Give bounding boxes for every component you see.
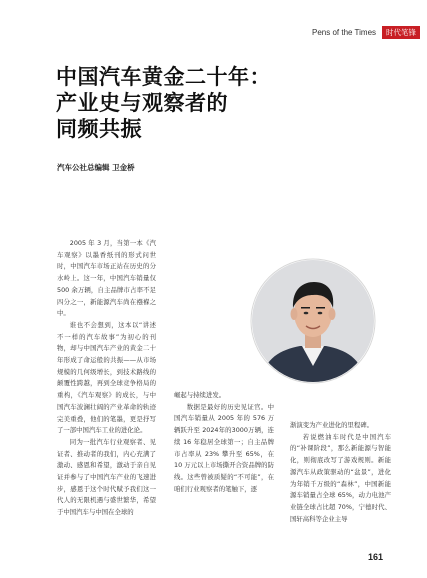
- text-column-right: [290, 420, 391, 525]
- paragraph: 2005 年 3 月，当第一本《汽车观察》以墨香纸刊的形式问世时，中国汽车市场正站在历史的分水岭上。这一年，中国汽车销量仅 500 余万辆，自主品牌市占率不足四分之一，新能源汽车尚在襁褓之中。: [57, 239, 156, 318]
- section-name-en: Pens of the Times: [312, 28, 377, 37]
- section-header: [312, 26, 420, 39]
- paragraph: 渐演变为产业进化的里程碑。: [290, 421, 374, 429]
- author-byline: 汽车公社总编辑 卫金桥: [57, 163, 135, 172]
- author-portrait: [250, 258, 376, 384]
- section-badge: 时代笔锋: [382, 26, 420, 39]
- title-line: 产业史与观察者的: [56, 91, 228, 115]
- paragraph: 崛起与持续进发。: [174, 391, 226, 399]
- paragraph: 同为一批汽车行业观察者、见证者、推动者的我们，内心充满了激动、感恩和希望，激动于亲自见证并参与了中国汽车产业的飞速进步，感恩于这个时代赋予我们这一代人的无限机遇与盛世繁华，希望于中国汽车与中国在全球的: [57, 437, 156, 517]
- page-number: 161: [368, 552, 384, 562]
- title-line: 中国汽车黄金二十年：: [56, 65, 271, 89]
- paragraph: 若说燃油车时代是中国汽车的“补课阶段”，那么新能源与智能化，则彻底改写了游戏规则。新能源汽车从政策驱动的“盆景”，进化为年销千万级的“森林”，中国新能源车销量占全球 65%，动力电池产业链全球占比超 70%，宁德时代、国轩高科等企业主导: [290, 432, 391, 523]
- article-title: [56, 64, 356, 142]
- paragraph: 数据是最好的历史见证官。中国汽车销量从 2005 年的 576 万辆跃升至 2024年的3000万辆，连续 16 年稳居全球第一；自主品牌市占率从 23% 攀升至 65%，在 10 万元以上市场撕开合资品牌的防线。这些曾被质疑的“不可能”，在咱们行业观察者的笔触下，逐: [174, 402, 274, 493]
- text-column-left: [57, 238, 156, 519]
- portrait-image: [250, 258, 376, 384]
- text-column-middle: [174, 390, 274, 495]
- title-line: 同频共振: [56, 117, 142, 141]
- paragraph: 谁也不会想到，这本以“讲述不一样的汽车故事”为初心的刊物，却与中国汽车产业的黄金二十年形成了命运般的共振——从市场规模的几何级增长，到技术路线的颠覆性跨越，再到全球竞争格局的重构，《汽车观察》的成长，与中国汽车波澜壮阔的产业革命的轨迹完美重叠，他们的笔墨，更是抒写了一部中国汽车工业的进化论。: [57, 320, 156, 435]
